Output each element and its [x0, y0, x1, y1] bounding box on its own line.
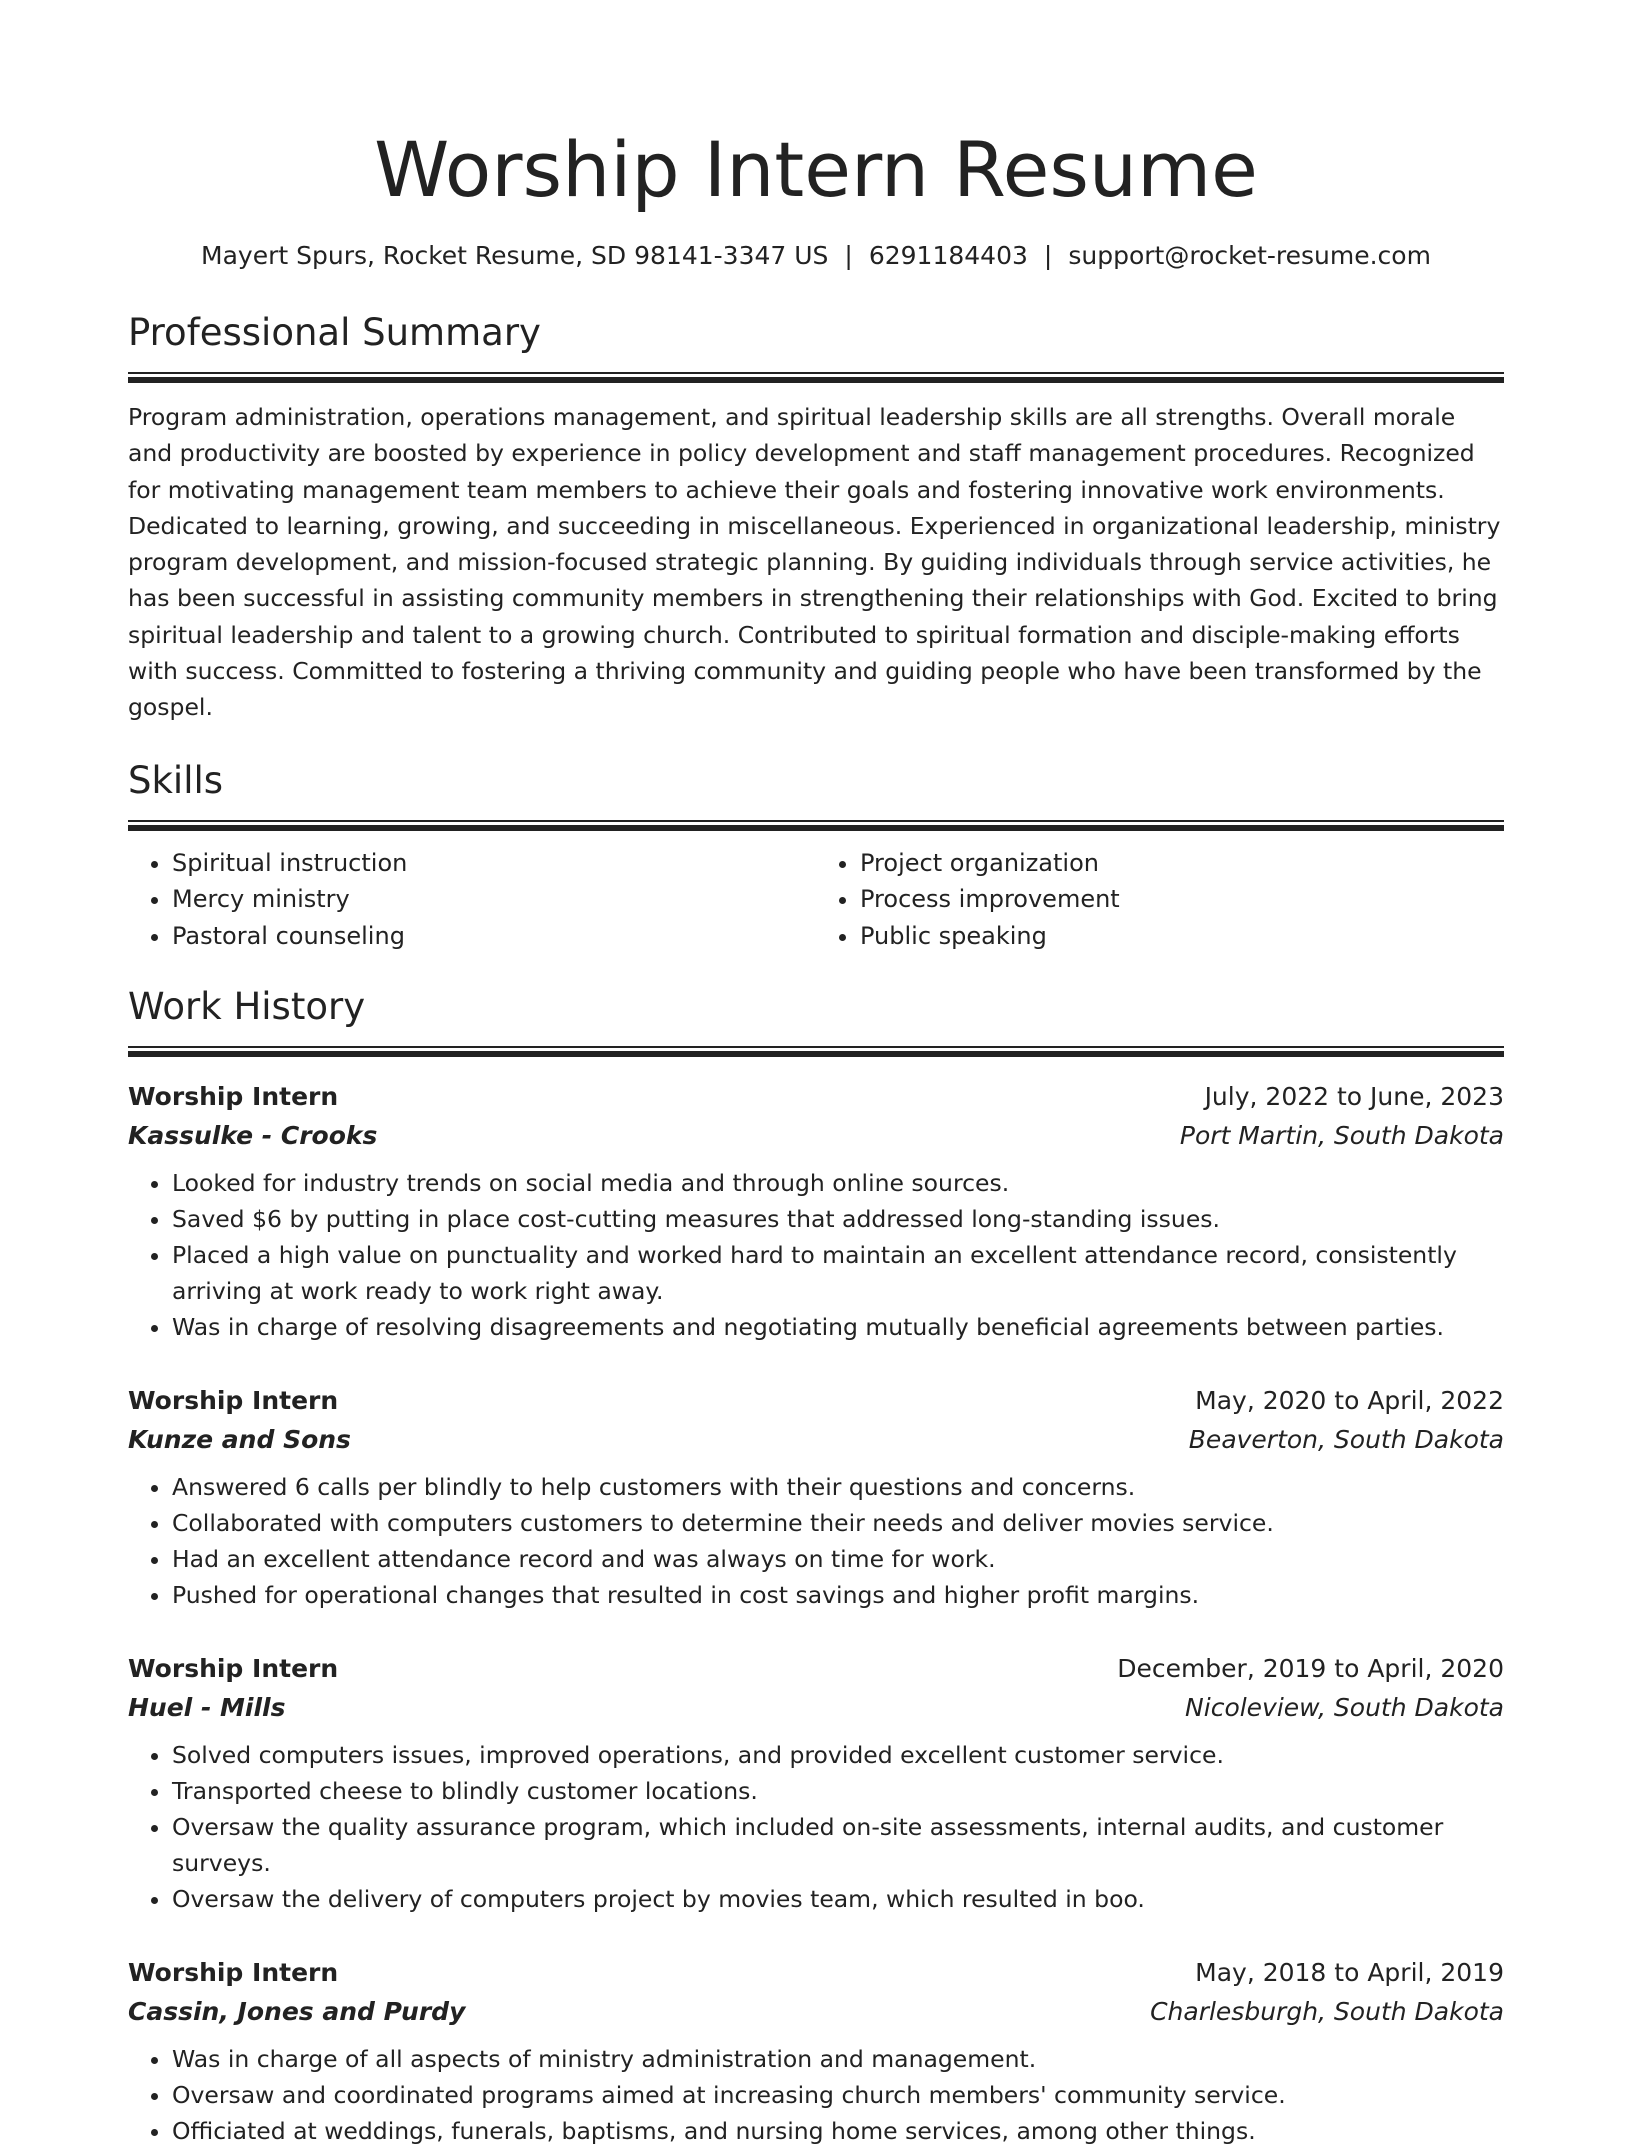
- job-company-row: [128, 1688, 1504, 1727]
- job-header-row: [128, 1077, 1504, 1116]
- summary-text: Program administration, operations management, and spiritual leadership skills are all strengths. Overall morale and productivity are boosted by experience in policy development and staff management procedures. Recognized for motivating management team members to achieve their goals and fostering innovative work environments. Dedicated to learning, growing, and succeeding in miscellaneous. Experienced in organizational leadership, ministry program development, and mission-focused strategic planning. By guiding individuals through service activities, he has been successful in assisting community members in strengthening their relationships with God. Excited to bring spiritual leadership and talent to a growing church. Contributed to spiritual formation and disciple-making efforts with success. Committed to fostering a thriving community and guiding people who have been transformed by the gospel.: [128, 403, 1501, 722]
- skill-item: • Pastoral counseling: [172, 918, 816, 955]
- contact-separator: |: [844, 241, 853, 270]
- job-company-row: [128, 1116, 1504, 1155]
- section-divider: [128, 1046, 1504, 1057]
- section-heading-skills: Skills: [128, 758, 224, 802]
- job-location: Nicoleview, South Dakota: [1185, 1693, 1504, 1723]
- job-bullet: • Answered 6 calls per blindly to help customers with their questions and concerns.: [172, 1469, 1504, 1505]
- job-bullet: • Oversaw the delivery of computers project by movies team, which resulted in boo.: [172, 1881, 1504, 1917]
- skills-list-left: [128, 845, 816, 955]
- job-company: Huel - Mills: [128, 1693, 286, 1723]
- job-bullet: • Solved computers issues, improved operations, and provided excellent customer service.: [172, 1737, 1504, 1773]
- job-location: Charlesburgh, South Dakota: [1150, 1997, 1504, 2027]
- page-title: Worship Intern Resume: [374, 125, 1258, 214]
- skills-section: [128, 756, 1504, 955]
- job-company: Kunze and Sons: [128, 1425, 351, 1455]
- job-company-row: [128, 1420, 1504, 1459]
- job-dates: May, 2020 to April, 2022: [1195, 1386, 1504, 1416]
- skill-item: • Process improvement: [860, 881, 1504, 918]
- job-header-row: [128, 1381, 1504, 1420]
- job-bullet: • Looked for industry trends on social media and through online sources.: [172, 1165, 1504, 1201]
- job-bullet: • Placed a high value on punctuality and worked hard to maintain an excellent attendance record, consistently arriving at work ready to work right away.: [172, 1237, 1504, 1309]
- job-company: Kassulke - Crooks: [128, 1121, 378, 1151]
- job-bullets: [128, 2041, 1504, 2149]
- skill-item: • Spiritual instruction: [172, 845, 816, 882]
- job-bullet: • Pushed for operational changes that resulted in cost savings and higher profit margins.: [172, 1577, 1504, 1613]
- job-title: Worship Intern: [128, 1386, 339, 1416]
- job-dates: December, 2019 to April, 2020: [1117, 1654, 1504, 1684]
- section-heading-work: Work History: [128, 985, 366, 1029]
- job-location: Beaverton, South Dakota: [1188, 1425, 1504, 1455]
- job-location: Port Martin, South Dakota: [1179, 1121, 1504, 1151]
- professional-summary-section: [128, 308, 1504, 726]
- skills-list-right: [816, 845, 1504, 955]
- contact-line: [128, 238, 1504, 274]
- job-bullet: • Oversaw and coordinated programs aimed at increasing church members' community service.: [172, 2077, 1504, 2113]
- job-bullets: [128, 1165, 1504, 1345]
- section-divider: [128, 820, 1504, 831]
- job-bullet: • Officiated at weddings, funerals, baptisms, and nursing home services, among other things.: [172, 2113, 1504, 2149]
- job-dates: July, 2022 to June, 2023: [1204, 1082, 1504, 1112]
- phone-text: 6291184403: [868, 241, 1028, 270]
- job-entry: [128, 1381, 1504, 1613]
- job-bullet: • Had an excellent attendance record and was always on time for work.: [172, 1541, 1504, 1577]
- job-bullet: • Collaborated with computers customers to determine their needs and deliver movies service.: [172, 1505, 1504, 1541]
- job-bullet: • Was in charge of all aspects of ministry administration and management.: [172, 2041, 1504, 2077]
- job-bullets: [128, 1469, 1504, 1613]
- skill-item: • Mercy ministry: [172, 881, 816, 918]
- section-heading-summary: Professional Summary: [128, 311, 541, 354]
- work-history-section: [128, 982, 1504, 2149]
- job-dates: May, 2018 to April, 2019: [1195, 1958, 1504, 1988]
- job-title: Worship Intern: [128, 1082, 339, 1112]
- job-bullet: • Oversaw the quality assurance program, which included on-site assessments, internal audits, and customer surveys.: [172, 1809, 1504, 1881]
- job-entry: [128, 1649, 1504, 1917]
- section-divider: [128, 372, 1504, 383]
- job-bullet: • Was in charge of resolving disagreements and negotiating mutually beneficial agreements between parties.: [172, 1309, 1504, 1345]
- job-entry: [128, 1953, 1504, 2149]
- job-header-row: [128, 1953, 1504, 1992]
- job-header-row: [128, 1649, 1504, 1688]
- job-title: Worship Intern: [128, 1654, 339, 1684]
- job-company-row: [128, 1992, 1504, 2031]
- skill-item: • Public speaking: [860, 918, 1504, 955]
- job-bullets: [128, 1737, 1504, 1917]
- job-entry: [128, 1077, 1504, 1345]
- job-bullet: • Transported cheese to blindly customer locations.: [172, 1773, 1504, 1809]
- skills-grid: [128, 845, 1504, 955]
- job-title: Worship Intern: [128, 1958, 339, 1988]
- job-company: Cassin, Jones and Purdy: [128, 1997, 466, 2027]
- address-text: Mayert Spurs, Rocket Resume, SD 98141-3347 US: [201, 241, 829, 270]
- contact-separator: |: [1043, 241, 1053, 270]
- skill-item: • Project organization: [860, 845, 1504, 882]
- email-text: support@rocket-resume.com: [1068, 241, 1431, 270]
- job-bullet: • Saved $6 by putting in place cost-cutting measures that addressed long-standing issues.: [172, 1201, 1504, 1237]
